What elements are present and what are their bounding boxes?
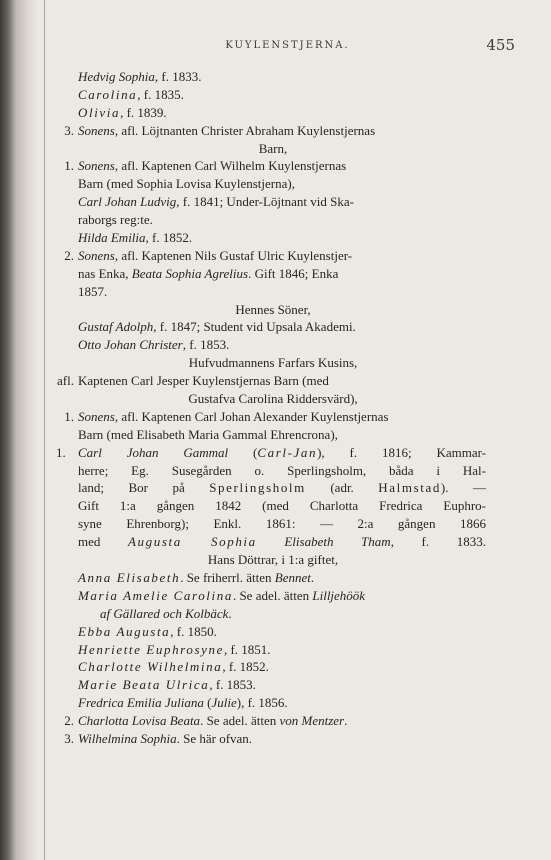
text-segment: . Gift 1846; Enka bbox=[248, 265, 339, 281]
text-line-carl-gammal-b bbox=[60, 462, 486, 480]
text-line-carl-gammal-d bbox=[60, 497, 486, 515]
text-segment: Ebba Augusta bbox=[78, 623, 171, 639]
text-line-carl-gammal-e bbox=[60, 515, 486, 533]
entry-number: 1. bbox=[56, 444, 66, 460]
text-segment: (adr. bbox=[305, 480, 379, 496]
text-line-ebba bbox=[60, 623, 486, 641]
text-segment: , afl. Kaptenen Nils Gustaf Ulric Kuylenstjer- bbox=[114, 247, 353, 263]
text-segment: Carolina bbox=[78, 86, 138, 102]
text-line-sonens2-c bbox=[60, 283, 486, 301]
text-segment: . Se friherrl. ätten bbox=[180, 569, 275, 585]
text-segment: ). — bbox=[440, 480, 486, 496]
text-line-sonens3-b bbox=[60, 140, 486, 158]
text-line-carolina bbox=[60, 86, 486, 104]
text-segment: Henriette Euphrosyne bbox=[78, 641, 224, 657]
text-line-sonens1b-a bbox=[60, 408, 486, 426]
text-segment: . bbox=[310, 569, 315, 585]
text-line-maria-b bbox=[60, 605, 486, 623]
text-line-otto bbox=[60, 336, 486, 354]
text-line-hedvig bbox=[60, 68, 486, 86]
text-line-wilhelmina bbox=[60, 730, 486, 748]
text-segment: , f. 1839. bbox=[120, 104, 167, 120]
text-line-carl-johan-a bbox=[60, 193, 486, 211]
text-segment: , f. 1833. bbox=[390, 534, 486, 550]
text-segment: Augusta Sophia bbox=[128, 534, 257, 550]
text-segment: Gustaf Adolph bbox=[78, 319, 154, 335]
text-segment: Sonens bbox=[78, 122, 115, 138]
text-line-carl-gammal-f bbox=[60, 533, 486, 551]
text-segment: nas Enka, bbox=[78, 265, 132, 281]
text-line-hans-dottrar bbox=[60, 551, 486, 569]
entry-number: 1. bbox=[64, 408, 74, 424]
text-segment: Olivia bbox=[78, 104, 121, 120]
text-segment: , f. 1841; Under-Löjtnant vid Ska- bbox=[176, 194, 354, 210]
text-segment: , f. 1835. bbox=[137, 86, 184, 102]
text-segment: Marie Beata Ulrica bbox=[78, 677, 210, 693]
text-line-maria-a bbox=[60, 587, 486, 605]
text-segment: ( bbox=[203, 695, 212, 711]
text-segment: Otto Johan Christer bbox=[78, 337, 183, 353]
text-segment: . Se adel. ätten bbox=[232, 587, 313, 603]
text-segment: Carl-Jan bbox=[257, 444, 318, 460]
page-number: 455 bbox=[486, 36, 515, 54]
text-segment: med bbox=[78, 534, 128, 550]
text-segment: , f. 1852. bbox=[145, 230, 193, 246]
entry-number: 3. bbox=[64, 730, 74, 746]
text-line-hufvud bbox=[60, 354, 486, 372]
text-segment: , f. 1847; Student vid Upsala Akademi. bbox=[153, 319, 356, 335]
text-segment: Hennes Söner, bbox=[235, 301, 311, 317]
text-segment: Gustafva Carolina Riddersvärd), bbox=[188, 391, 358, 407]
page-header bbox=[60, 36, 515, 56]
text-segment: Fredrica Emilia Juliana bbox=[78, 695, 204, 711]
genealogy-text bbox=[56, 68, 486, 748]
text-segment: Bennet bbox=[274, 569, 311, 585]
text-segment: Barn (med Sophia Lovisa Kuylenstjerna), bbox=[78, 176, 295, 192]
text-segment: Charlotte Wilhelmina bbox=[78, 659, 223, 675]
text-segment: , f. 1833. bbox=[154, 69, 202, 84]
text-line-fredrica bbox=[60, 694, 486, 712]
text-segment: Gift 1:a gången 1842 (med Charlotta Fredrica Euphro- bbox=[78, 498, 486, 514]
text-line-gustaf bbox=[60, 318, 486, 336]
text-segment: Barn, bbox=[258, 140, 288, 156]
text-segment: , f. 1853. bbox=[182, 337, 230, 353]
text-segment: 1857. bbox=[78, 283, 108, 299]
text-segment: Carl Johan Ludvig bbox=[78, 194, 177, 210]
text-line-sonens1-b bbox=[60, 175, 486, 193]
text-segment: , f. 1851. bbox=[223, 641, 271, 657]
text-segment: , afl. Löjtnanten Christer Abraham Kuylenstjernas bbox=[114, 122, 376, 138]
text-segment: ( bbox=[228, 444, 258, 460]
text-segment: . bbox=[228, 605, 232, 621]
text-segment: . Se här ofvan. bbox=[176, 730, 253, 746]
text-segment: . Se adel. ätten bbox=[200, 713, 280, 729]
gutter-line bbox=[44, 0, 45, 860]
text-segment: , afl. Kaptenen Carl Johan Alexander Kuylenstjernas bbox=[114, 408, 389, 424]
text-segment: Wilhelmina Sophia bbox=[78, 730, 177, 746]
text-line-charlotta bbox=[60, 712, 486, 730]
text-segment: , f. 1852. bbox=[222, 659, 269, 675]
text-segment: Sperlingsholm bbox=[209, 480, 306, 496]
text-segment: . bbox=[344, 713, 348, 729]
text-line-carl-gammal-a bbox=[56, 444, 486, 462]
text-line-sonens2-a bbox=[60, 247, 486, 265]
entry-number: afl. bbox=[57, 373, 74, 389]
text-line-afl-a bbox=[57, 372, 486, 390]
text-segment: ), f. 1816; Kammar- bbox=[317, 444, 486, 460]
text-segment: Sonens bbox=[78, 247, 115, 263]
text-line-hennes-soner bbox=[60, 301, 486, 319]
text-segment bbox=[257, 534, 285, 549]
text-line-marie bbox=[60, 676, 486, 694]
text-line-carl-gammal-c bbox=[60, 479, 486, 497]
text-segment: Kaptenen Carl Jesper Kuylenstjernas Barn (med bbox=[78, 373, 329, 389]
text-segment: Sonens bbox=[78, 158, 115, 174]
text-line-charlotte bbox=[60, 658, 486, 676]
text-segment: Lilljehöök bbox=[312, 587, 366, 603]
text-segment: ), f. 1856. bbox=[236, 695, 288, 711]
running-head: KUYLENSTJERNA. bbox=[225, 40, 350, 51]
text-line-sonens1-a bbox=[60, 157, 486, 175]
text-segment: af Gällared och Kolbäck bbox=[100, 605, 229, 621]
entry-number: 2. bbox=[64, 713, 74, 729]
text-line-sonens2-b bbox=[60, 265, 486, 283]
text-segment: land; Bor på bbox=[78, 480, 210, 496]
text-line-olivia bbox=[60, 104, 486, 122]
text-segment: herre; Eg. Susegården o. Sperlingsholm, båda i Hal- bbox=[78, 462, 486, 478]
text-segment: , f. 1850. bbox=[170, 623, 217, 639]
text-segment: von Mentzer bbox=[279, 713, 345, 729]
text-line-hilda bbox=[60, 229, 486, 247]
text-segment: , f. 1853. bbox=[209, 677, 256, 693]
text-line-afl-b bbox=[60, 390, 486, 408]
text-segment: Elisabeth Tham bbox=[284, 534, 391, 550]
text-line-carl-johan-b bbox=[60, 211, 486, 229]
entry-number: 3. bbox=[64, 122, 74, 138]
text-line-sonens3-a bbox=[60, 122, 486, 140]
text-segment: Hilda Emilia bbox=[78, 230, 146, 246]
text-line-sonens1b-b bbox=[60, 426, 486, 444]
text-segment: Carl Johan Gammal bbox=[78, 444, 229, 460]
text-line-anna bbox=[60, 569, 486, 587]
page-gutter bbox=[0, 0, 40, 860]
text-segment: Beata Sophia Agrelius bbox=[131, 265, 249, 281]
text-segment: raborgs reg:te. bbox=[78, 212, 153, 228]
text-segment: Hufvudmannens Farfars Kusins, bbox=[188, 355, 358, 371]
text-segment: Maria Amelie Carolina bbox=[78, 587, 233, 603]
text-segment: Hedvig Sophia bbox=[78, 69, 155, 84]
text-segment: Sonens bbox=[78, 408, 115, 424]
text-segment: Halmstad bbox=[378, 480, 441, 496]
text-segment: , afl. Kaptenen Carl Wilhelm Kuylenstjernas bbox=[114, 158, 347, 174]
entry-number: 2. bbox=[64, 247, 74, 263]
text-segment: Hans Döttrar, i 1:a giftet, bbox=[207, 552, 339, 568]
entry-number: 1. bbox=[64, 158, 74, 174]
text-segment: Anna Elisabeth bbox=[78, 569, 181, 585]
text-segment: Barn (med Elisabeth Maria Gammal Ehrencrona), bbox=[78, 426, 338, 442]
text-segment: Charlotta Lovisa Beata bbox=[78, 713, 201, 729]
text-segment: Julie bbox=[211, 695, 237, 711]
text-line-henriette bbox=[60, 641, 486, 659]
text-segment: syne Ehrenborg); Enkl. 1861: — 2:a gången 1866 bbox=[78, 516, 486, 532]
